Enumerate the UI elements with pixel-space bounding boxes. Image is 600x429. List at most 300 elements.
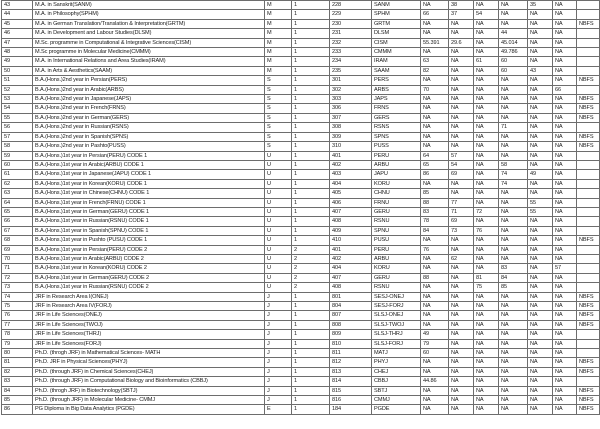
cell-value-2[interactable]: NA [449, 330, 474, 339]
cell-value-3[interactable]: NA [474, 264, 499, 273]
cell-programme-name[interactable]: Ph.D. (through JRF) in Chemical Sciences(CHEJ) [33, 367, 265, 376]
cell-value-1[interactable]: NA [421, 396, 449, 405]
cell-value-1[interactable]: NA [421, 405, 449, 414]
cell-year[interactable]: 1 [292, 132, 330, 141]
cell-programme-name[interactable]: M.A. in Sanskrit(SANM) [33, 1, 265, 10]
cell-value-5[interactable]: NA [528, 349, 553, 358]
cell-serial-number[interactable]: 83 [2, 377, 33, 386]
cell-programme-name[interactable]: JRF in Life Sciences(FORJ) [33, 339, 265, 348]
cell-value-2[interactable]: NA [449, 273, 474, 282]
cell-year[interactable]: 1 [292, 104, 330, 113]
cell-value-2[interactable]: NA [449, 132, 474, 141]
cell-year[interactable]: 1 [292, 236, 330, 245]
cell-programme-name[interactable]: B.A.(Hons.)1st year in Arabic(ARBU) CODE 2 [33, 254, 265, 263]
cell-value-5[interactable]: NA [528, 339, 553, 348]
cell-value-5[interactable]: NA [528, 264, 553, 273]
cell-value-3[interactable]: NA [474, 132, 499, 141]
cell-serial-number[interactable]: 50 [2, 66, 33, 75]
cell-level-code[interactable]: S [265, 104, 292, 113]
cell-serial-number[interactable]: 73 [2, 283, 33, 292]
cell-value-1[interactable]: 88 [421, 198, 449, 207]
cell-level-code[interactable]: J [265, 339, 292, 348]
cell-value-2[interactable]: 62 [449, 254, 474, 263]
cell-level-code[interactable]: U [265, 179, 292, 188]
table-row[interactable] [2, 29, 600, 38]
cell-value-2[interactable]: 38 [449, 1, 474, 10]
cell-serial-number[interactable]: 49 [2, 57, 33, 66]
cell-programme-code[interactable]: 232 [330, 38, 372, 47]
cell-programme-code[interactable]: 408 [330, 283, 372, 292]
cell-level-code[interactable]: S [265, 95, 292, 104]
cell-note[interactable] [577, 38, 600, 47]
cell-value-3[interactable]: 72 [474, 207, 499, 216]
table-row[interactable] [2, 38, 600, 47]
cell-level-code[interactable]: J [265, 386, 292, 395]
cell-value-4[interactable]: NA [499, 226, 528, 235]
cell-programme-code[interactable]: 310 [330, 142, 372, 151]
cell-programme-abbreviation[interactable]: SANM [372, 1, 421, 10]
cell-value-6[interactable]: NA [553, 302, 577, 311]
cell-note[interactable] [577, 330, 600, 339]
cell-level-code[interactable]: M [265, 10, 292, 19]
cell-programme-code[interactable]: 810 [330, 339, 372, 348]
cell-value-1[interactable]: 49 [421, 330, 449, 339]
cell-value-3[interactable]: NA [474, 302, 499, 311]
table-row[interactable] [2, 349, 600, 358]
cell-value-2[interactable]: NA [449, 189, 474, 198]
table-row[interactable] [2, 76, 600, 85]
cell-value-2[interactable]: NA [449, 339, 474, 348]
cell-value-3[interactable]: NA [474, 95, 499, 104]
cell-value-5[interactable]: NA [528, 38, 553, 47]
table-row[interactable] [2, 217, 600, 226]
cell-value-1[interactable]: NA [421, 19, 449, 28]
cell-value-5[interactable]: 35 [528, 1, 553, 10]
cell-serial-number[interactable]: 55 [2, 113, 33, 122]
cell-note[interactable] [577, 151, 600, 160]
cell-value-6[interactable]: NA [553, 311, 577, 320]
cell-value-3[interactable]: NA [474, 198, 499, 207]
cell-value-4[interactable]: NA [499, 76, 528, 85]
cell-value-1[interactable]: 65 [421, 160, 449, 169]
cell-serial-number[interactable]: 47 [2, 38, 33, 47]
cell-year[interactable]: 1 [292, 113, 330, 122]
cell-value-3[interactable]: NA [474, 160, 499, 169]
cell-year[interactable]: 1 [292, 85, 330, 94]
table-row[interactable] [2, 160, 600, 169]
cell-programme-code[interactable]: 303 [330, 95, 372, 104]
table-row[interactable] [2, 302, 600, 311]
cell-value-5[interactable]: NA [528, 273, 553, 282]
table-row[interactable] [2, 358, 600, 367]
cell-programme-code[interactable]: 402 [330, 160, 372, 169]
cell-value-4[interactable]: NA [499, 198, 528, 207]
cell-value-1[interactable]: 82 [421, 66, 449, 75]
cell-programme-code[interactable]: 308 [330, 123, 372, 132]
table-row[interactable] [2, 66, 600, 75]
cell-value-1[interactable]: NA [421, 123, 449, 132]
cell-value-4[interactable]: NA [499, 339, 528, 348]
cell-programme-name[interactable]: B.A.(Hons.)1st year in Arabic(ARBU) CODE 1 [33, 160, 265, 169]
cell-value-1[interactable]: NA [421, 302, 449, 311]
cell-serial-number[interactable]: 78 [2, 330, 33, 339]
cell-programme-name[interactable]: JRF in Life Sciences(TWOJ) [33, 320, 265, 329]
cell-value-3[interactable]: NA [474, 104, 499, 113]
cell-value-4[interactable]: 45.014 [499, 38, 528, 47]
cell-serial-number[interactable]: 54 [2, 104, 33, 113]
cell-level-code[interactable]: U [265, 170, 292, 179]
cell-value-1[interactable]: NA [421, 264, 449, 273]
cell-level-code[interactable]: E [265, 405, 292, 414]
cell-note[interactable]: NBFS [577, 113, 600, 122]
cell-value-1[interactable]: 63 [421, 57, 449, 66]
cell-note[interactable] [577, 179, 600, 188]
cell-year[interactable]: 1 [292, 386, 330, 395]
cell-programme-name[interactable]: M.A. in Development and Labour Studies(DLSM) [33, 29, 265, 38]
cell-value-4[interactable]: NA [499, 396, 528, 405]
cell-value-5[interactable]: NA [528, 377, 553, 386]
cell-value-4[interactable]: NA [499, 254, 528, 263]
cell-note[interactable]: NBFS [577, 358, 600, 367]
cell-serial-number[interactable]: 75 [2, 302, 33, 311]
cell-programme-abbreviation[interactable]: PGDE [372, 405, 421, 414]
cell-value-1[interactable]: 78 [421, 217, 449, 226]
cell-programme-abbreviation[interactable]: SLSJ-ONEJ [372, 311, 421, 320]
cell-note[interactable]: NBFS [577, 104, 600, 113]
cell-value-4[interactable]: 74 [499, 179, 528, 188]
cell-note[interactable] [577, 170, 600, 179]
cell-value-1[interactable]: NA [421, 386, 449, 395]
cell-value-1[interactable]: 86 [421, 170, 449, 179]
cell-value-2[interactable]: NA [449, 142, 474, 151]
cell-value-2[interactable]: 77 [449, 198, 474, 207]
cell-value-4[interactable]: NA [499, 245, 528, 254]
cell-value-3[interactable]: NA [474, 245, 499, 254]
table-row[interactable] [2, 142, 600, 151]
cell-programme-abbreviation[interactable]: GERU [372, 273, 421, 282]
cell-value-5[interactable]: NA [528, 85, 553, 94]
cell-programme-code[interactable]: 403 [330, 170, 372, 179]
cell-year[interactable]: 1 [292, 358, 330, 367]
cell-value-1[interactable]: NA [421, 132, 449, 141]
cell-value-2[interactable]: NA [449, 302, 474, 311]
table-row[interactable] [2, 132, 600, 141]
cell-note[interactable] [577, 57, 600, 66]
cell-programme-name[interactable]: B.A.(Hons.)2nd year in Russian(RSNS) [33, 123, 265, 132]
cell-value-6[interactable]: NA [553, 48, 577, 57]
table-row[interactable] [2, 330, 600, 339]
cell-level-code[interactable]: J [265, 396, 292, 405]
cell-programme-abbreviation[interactable]: GERU [372, 207, 421, 216]
cell-value-2[interactable]: NA [449, 85, 474, 94]
cell-programme-code[interactable]: 307 [330, 113, 372, 122]
cell-value-3[interactable]: NA [474, 217, 499, 226]
cell-programme-code[interactable]: 812 [330, 358, 372, 367]
cell-value-1[interactable]: NA [421, 254, 449, 263]
cell-year[interactable]: 1 [292, 302, 330, 311]
cell-value-6[interactable]: NA [553, 123, 577, 132]
cell-year[interactable]: 1 [292, 170, 330, 179]
cell-value-5[interactable]: NA [528, 292, 553, 301]
cell-programme-abbreviation[interactable]: SPNU [372, 226, 421, 235]
cell-value-5[interactable]: NA [528, 320, 553, 329]
cell-value-2[interactable]: NA [449, 245, 474, 254]
cell-year[interactable]: 1 [292, 66, 330, 75]
cell-year[interactable]: 1 [292, 207, 330, 216]
cell-value-4[interactable]: NA [499, 10, 528, 19]
cell-programme-code[interactable]: 231 [330, 29, 372, 38]
cell-value-6[interactable]: NA [553, 38, 577, 47]
cell-programme-name[interactable]: B.A.(Hons.)1st year in Russian(RSNU) CODE 1 [33, 217, 265, 226]
cell-programme-name[interactable]: B.A.(Hons.)2nd year in German(GERS) [33, 113, 265, 122]
cell-programme-code[interactable]: 402 [330, 254, 372, 263]
cell-value-5[interactable]: NA [528, 311, 553, 320]
cell-value-1[interactable]: NA [421, 76, 449, 85]
cell-value-3[interactable]: NA [474, 19, 499, 28]
table-row[interactable] [2, 179, 600, 188]
cell-value-1[interactable]: NA [421, 29, 449, 38]
cell-programme-name[interactable]: B.A.(Hons.)1st year in Persian(PERU) CODE 1 [33, 151, 265, 160]
cell-value-4[interactable]: NA [499, 95, 528, 104]
cell-note[interactable] [577, 29, 600, 38]
cell-value-2[interactable]: NA [449, 311, 474, 320]
cell-serial-number[interactable]: 46 [2, 29, 33, 38]
cell-programme-code[interactable]: 228 [330, 1, 372, 10]
cell-year[interactable]: 1 [292, 292, 330, 301]
cell-value-3[interactable]: NA [474, 48, 499, 57]
cell-value-5[interactable]: NA [528, 19, 553, 28]
cell-year[interactable]: 2 [292, 245, 330, 254]
cell-note[interactable] [577, 10, 600, 19]
cell-value-6[interactable]: NA [553, 367, 577, 376]
cell-level-code[interactable]: M [265, 19, 292, 28]
cell-programme-abbreviation[interactable]: IRAM [372, 57, 421, 66]
cell-programme-code[interactable]: 230 [330, 19, 372, 28]
cell-programme-abbreviation[interactable]: ARBU [372, 160, 421, 169]
cell-value-2[interactable]: NA [449, 283, 474, 292]
cell-value-4[interactable]: 74 [499, 170, 528, 179]
cell-value-5[interactable]: NA [528, 236, 553, 245]
cell-value-6[interactable]: NA [553, 217, 577, 226]
cell-value-3[interactable]: NA [474, 358, 499, 367]
cell-value-1[interactable]: NA [421, 95, 449, 104]
cell-programme-name[interactable]: JRF in Life Sciences(THRJ) [33, 330, 265, 339]
cell-programme-abbreviation[interactable]: GERS [372, 113, 421, 122]
cell-level-code[interactable]: M [265, 38, 292, 47]
cell-level-code[interactable]: S [265, 132, 292, 141]
cell-programme-abbreviation[interactable]: CMMJ [372, 396, 421, 405]
cell-note[interactable]: NBFS [577, 132, 600, 141]
cell-serial-number[interactable]: 51 [2, 76, 33, 85]
cell-value-1[interactable]: 88 [421, 273, 449, 282]
cell-programme-abbreviation[interactable]: FRNU [372, 198, 421, 207]
cell-programme-code[interactable]: 184 [330, 405, 372, 414]
cell-value-6[interactable]: NA [553, 132, 577, 141]
cell-value-2[interactable]: NA [449, 292, 474, 301]
cell-value-6[interactable]: NA [553, 10, 577, 19]
cell-note[interactable] [577, 1, 600, 10]
cell-value-6[interactable]: NA [553, 179, 577, 188]
cell-programme-abbreviation[interactable]: PHYJ [372, 358, 421, 367]
cell-value-4[interactable]: NA [499, 349, 528, 358]
cell-note[interactable]: NBFS [577, 95, 600, 104]
cell-programme-name[interactable]: PG Diploma in Big Data Analytics (PGDE) [33, 405, 265, 414]
cell-serial-number[interactable]: 52 [2, 85, 33, 94]
cell-value-6[interactable]: NA [553, 57, 577, 66]
cell-value-3[interactable]: 61 [474, 57, 499, 66]
cell-value-4[interactable]: 83 [499, 264, 528, 273]
cell-serial-number[interactable]: 59 [2, 151, 33, 160]
table-row[interactable] [2, 226, 600, 235]
cell-value-6[interactable]: NA [553, 330, 577, 339]
cell-programme-abbreviation[interactable]: ARBS [372, 85, 421, 94]
cell-value-4[interactable]: 84 [499, 273, 528, 282]
cell-value-3[interactable]: NA [474, 142, 499, 151]
cell-value-2[interactable]: NA [449, 179, 474, 188]
cell-serial-number[interactable]: 77 [2, 320, 33, 329]
cell-value-5[interactable]: NA [528, 226, 553, 235]
cell-value-2[interactable]: NA [449, 367, 474, 376]
cell-programme-code[interactable]: 813 [330, 367, 372, 376]
cell-serial-number[interactable]: 67 [2, 226, 33, 235]
cell-serial-number[interactable]: 85 [2, 396, 33, 405]
cell-programme-name[interactable]: B.A.(Hons.)1st year in French(FRNU) CODE 1 [33, 198, 265, 207]
cell-value-4[interactable]: NA [499, 367, 528, 376]
cell-value-2[interactable]: NA [449, 405, 474, 414]
cell-serial-number[interactable]: 65 [2, 207, 33, 216]
cell-year[interactable]: 1 [292, 57, 330, 66]
cell-serial-number[interactable]: 66 [2, 217, 33, 226]
cell-value-6[interactable]: NA [553, 405, 577, 414]
table-row[interactable] [2, 320, 600, 329]
cell-note[interactable] [577, 273, 600, 282]
cell-level-code[interactable]: J [265, 330, 292, 339]
cell-programme-abbreviation[interactable]: JAPS [372, 95, 421, 104]
cell-note[interactable] [577, 217, 600, 226]
table-row[interactable] [2, 104, 600, 113]
cell-value-2[interactable]: NA [449, 48, 474, 57]
cell-value-5[interactable]: NA [528, 113, 553, 122]
table-row[interactable] [2, 123, 600, 132]
cell-value-6[interactable]: NA [553, 273, 577, 282]
cell-serial-number[interactable]: 74 [2, 292, 33, 301]
cell-value-3[interactable]: NA [474, 29, 499, 38]
cell-value-1[interactable]: NA [421, 179, 449, 188]
cell-value-6[interactable]: NA [553, 292, 577, 301]
cell-programme-code[interactable]: 816 [330, 396, 372, 405]
cell-level-code[interactable]: M [265, 66, 292, 75]
cell-level-code[interactable]: U [265, 236, 292, 245]
cell-programme-abbreviation[interactable]: SLSJ-TWOJ [372, 320, 421, 329]
cell-serial-number[interactable]: 72 [2, 273, 33, 282]
cell-value-6[interactable]: NA [553, 245, 577, 254]
table-row[interactable] [2, 19, 600, 28]
cell-note[interactable] [577, 66, 600, 75]
cell-programme-name[interactable]: B.A.(Hons.)1st year in Pushto (PUSU) CODE 1 [33, 236, 265, 245]
cell-programme-abbreviation[interactable]: RSNS [372, 123, 421, 132]
cell-programme-code[interactable]: 405 [330, 189, 372, 198]
cell-value-5[interactable]: NA [528, 217, 553, 226]
cell-year[interactable]: 1 [292, 160, 330, 169]
cell-value-4[interactable]: NA [499, 85, 528, 94]
cell-level-code[interactable]: M [265, 57, 292, 66]
cell-programme-code[interactable]: 229 [330, 10, 372, 19]
cell-programme-code[interactable]: 234 [330, 57, 372, 66]
cell-value-5[interactable]: NA [528, 179, 553, 188]
cell-programme-name[interactable]: Ph.D. (through JRF) in Computational Biology and Bioinformatics (CBBJ) [33, 377, 265, 386]
cell-value-3[interactable]: NA [474, 170, 499, 179]
cell-level-code[interactable]: S [265, 85, 292, 94]
cell-value-2[interactable]: NA [449, 396, 474, 405]
cell-note[interactable]: NBFS [577, 236, 600, 245]
cell-value-2[interactable]: 73 [449, 226, 474, 235]
cell-value-3[interactable]: NA [474, 349, 499, 358]
cell-value-5[interactable]: NA [528, 160, 553, 169]
cell-value-1[interactable]: NA [421, 236, 449, 245]
cell-value-2[interactable]: 69 [449, 217, 474, 226]
cell-year[interactable]: 1 [292, 217, 330, 226]
cell-year[interactable]: 1 [292, 29, 330, 38]
cell-level-code[interactable]: U [265, 245, 292, 254]
cell-value-5[interactable]: NA [528, 254, 553, 263]
cell-value-6[interactable]: NA [553, 349, 577, 358]
cell-level-code[interactable]: U [265, 254, 292, 263]
cell-programme-code[interactable]: 809 [330, 330, 372, 339]
cell-programme-code[interactable]: 808 [330, 320, 372, 329]
cell-note[interactable] [577, 283, 600, 292]
cell-value-6[interactable]: NA [553, 198, 577, 207]
cell-value-5[interactable]: 55 [528, 207, 553, 216]
cell-programme-code[interactable]: 306 [330, 104, 372, 113]
cell-value-5[interactable]: NA [528, 132, 553, 141]
table-row[interactable] [2, 396, 600, 405]
cell-programme-abbreviation[interactable]: JAPU [372, 170, 421, 179]
cell-programme-abbreviation[interactable]: CBBJ [372, 377, 421, 386]
cell-programme-abbreviation[interactable]: SLSJ-FORJ [372, 339, 421, 348]
cell-value-2[interactable]: NA [449, 57, 474, 66]
table-row[interactable] [2, 311, 600, 320]
cell-value-6[interactable]: NA [553, 29, 577, 38]
cell-level-code[interactable]: U [265, 217, 292, 226]
cell-value-5[interactable]: NA [528, 123, 553, 132]
cell-value-4[interactable]: 60 [499, 57, 528, 66]
cell-value-4[interactable]: NA [499, 142, 528, 151]
cell-value-4[interactable]: NA [499, 236, 528, 245]
cell-programme-code[interactable]: 408 [330, 217, 372, 226]
cell-programme-abbreviation[interactable]: MATJ [372, 349, 421, 358]
cell-note[interactable]: NBFS [577, 311, 600, 320]
cell-programme-abbreviation[interactable]: ARBU [372, 254, 421, 263]
cell-serial-number[interactable]: 57 [2, 132, 33, 141]
table-row[interactable] [2, 405, 600, 414]
cell-value-3[interactable]: NA [474, 76, 499, 85]
cell-note[interactable] [577, 264, 600, 273]
cell-value-2[interactable]: NA [449, 236, 474, 245]
cell-value-3[interactable]: NA [474, 236, 499, 245]
cell-value-5[interactable]: NA [528, 358, 553, 367]
cell-value-4[interactable]: NA [499, 302, 528, 311]
cell-serial-number[interactable]: 81 [2, 358, 33, 367]
cell-value-2[interactable]: 54 [449, 160, 474, 169]
cell-value-6[interactable]: NA [553, 377, 577, 386]
cell-programme-abbreviation[interactable]: CISM [372, 38, 421, 47]
cell-value-5[interactable]: NA [528, 151, 553, 160]
cell-year[interactable]: 1 [292, 367, 330, 376]
cell-value-3[interactable]: NA [474, 85, 499, 94]
cell-value-3[interactable]: NA [474, 66, 499, 75]
cell-serial-number[interactable]: 82 [2, 367, 33, 376]
cell-programme-code[interactable]: 407 [330, 273, 372, 282]
